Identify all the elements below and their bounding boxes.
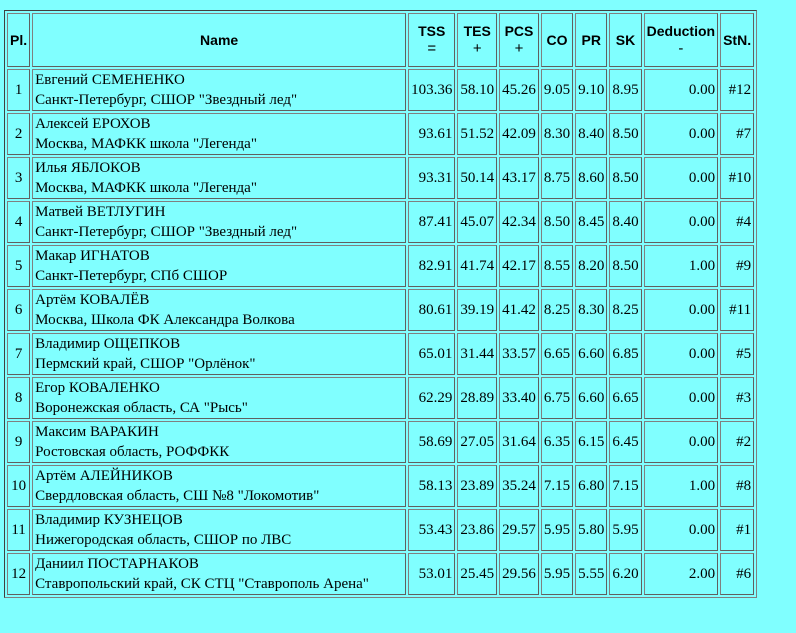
header-name: Name bbox=[32, 13, 406, 67]
table-row bbox=[7, 421, 754, 463]
pr-cell: 8.45 bbox=[575, 201, 607, 243]
sk-cell: 8.50 bbox=[609, 245, 641, 287]
sk-cell: 7.15 bbox=[609, 465, 641, 507]
table-row bbox=[7, 509, 754, 551]
place-cell: 11 bbox=[7, 509, 30, 551]
co-cell: 9.05 bbox=[541, 69, 573, 111]
sk-cell: 6.85 bbox=[609, 333, 641, 375]
sk-cell: 6.45 bbox=[609, 421, 641, 463]
place-cell: 10 bbox=[7, 465, 30, 507]
header-tss: TSS = bbox=[408, 13, 455, 67]
pcs-cell: 45.26 bbox=[499, 69, 539, 111]
place-cell: 6 bbox=[7, 289, 30, 331]
start-number-cell: #1 bbox=[720, 509, 754, 551]
athlete-cell bbox=[32, 465, 406, 507]
deduction-cell: 2.00 bbox=[644, 553, 718, 595]
pcs-cell: 33.40 bbox=[499, 377, 539, 419]
place-cell: 1 bbox=[7, 69, 30, 111]
co-cell: 7.15 bbox=[541, 465, 573, 507]
athlete-cell bbox=[32, 157, 406, 199]
tss-cell: 87.41 bbox=[408, 201, 455, 243]
header-co: CO bbox=[541, 13, 573, 67]
co-cell: 8.75 bbox=[541, 157, 573, 199]
deduction-cell: 0.00 bbox=[644, 333, 718, 375]
header-place: Pl. bbox=[7, 13, 30, 67]
table-row bbox=[7, 69, 754, 111]
sk-cell: 8.25 bbox=[609, 289, 641, 331]
pr-cell: 8.40 bbox=[575, 113, 607, 155]
co-cell: 6.35 bbox=[541, 421, 573, 463]
tss-cell: 58.13 bbox=[408, 465, 455, 507]
deduction-cell: 1.00 bbox=[644, 465, 718, 507]
header-start-number: StN. bbox=[720, 13, 754, 67]
pcs-cell: 43.17 bbox=[499, 157, 539, 199]
athlete-club: Свердловская область, СШ №8 "Локомотив" bbox=[35, 488, 320, 504]
tes-cell: 50.14 bbox=[457, 157, 497, 199]
pr-cell: 9.10 bbox=[575, 69, 607, 111]
place-cell: 7 bbox=[7, 333, 30, 375]
athlete-name: Максим ВАРАКИН bbox=[35, 424, 159, 440]
results-table-container bbox=[4, 10, 757, 598]
athlete-cell bbox=[32, 509, 406, 551]
tes-cell: 31.44 bbox=[457, 333, 497, 375]
place-cell: 9 bbox=[7, 421, 30, 463]
pcs-cell: 42.17 bbox=[499, 245, 539, 287]
tes-cell: 28.89 bbox=[457, 377, 497, 419]
pr-cell: 6.80 bbox=[575, 465, 607, 507]
place-cell: 2 bbox=[7, 113, 30, 155]
table-row bbox=[7, 553, 754, 595]
co-cell: 8.30 bbox=[541, 113, 573, 155]
tss-cell: 58.69 bbox=[408, 421, 455, 463]
sk-cell: 5.95 bbox=[609, 509, 641, 551]
sk-cell: 8.50 bbox=[609, 113, 641, 155]
pr-cell: 8.20 bbox=[575, 245, 607, 287]
athlete-cell bbox=[32, 201, 406, 243]
place-cell: 4 bbox=[7, 201, 30, 243]
tss-cell: 93.61 bbox=[408, 113, 455, 155]
tes-cell: 45.07 bbox=[457, 201, 497, 243]
start-number-cell: #9 bbox=[720, 245, 754, 287]
start-number-cell: #10 bbox=[720, 157, 754, 199]
pr-cell: 6.60 bbox=[575, 333, 607, 375]
tes-cell: 51.52 bbox=[457, 113, 497, 155]
tes-cell: 25.45 bbox=[457, 553, 497, 595]
tss-cell: 82.91 bbox=[408, 245, 455, 287]
sk-cell: 6.20 bbox=[609, 553, 641, 595]
header-deduction: Deduction - bbox=[644, 13, 718, 67]
start-number-cell: #8 bbox=[720, 465, 754, 507]
deduction-cell: 0.00 bbox=[644, 201, 718, 243]
athlete-name: Артём КОВАЛЁВ bbox=[35, 292, 150, 308]
pcs-cell: 31.64 bbox=[499, 421, 539, 463]
deduction-cell: 0.00 bbox=[644, 113, 718, 155]
start-number-cell: #6 bbox=[720, 553, 754, 595]
header-tes: TES + bbox=[457, 13, 497, 67]
pr-cell: 5.80 bbox=[575, 509, 607, 551]
co-cell: 6.75 bbox=[541, 377, 573, 419]
pcs-cell: 33.57 bbox=[499, 333, 539, 375]
sk-cell: 8.95 bbox=[609, 69, 641, 111]
co-cell: 8.55 bbox=[541, 245, 573, 287]
start-number-cell: #5 bbox=[720, 333, 754, 375]
athlete-name: Алексей ЕРОХОВ bbox=[35, 116, 151, 132]
table-row bbox=[7, 245, 754, 287]
place-cell: 5 bbox=[7, 245, 30, 287]
co-cell: 5.95 bbox=[541, 553, 573, 595]
athlete-club: Москва, МАФКК школа "Легенда" bbox=[35, 136, 257, 152]
co-cell: 5.95 bbox=[541, 509, 573, 551]
athlete-cell bbox=[32, 553, 406, 595]
co-cell: 8.25 bbox=[541, 289, 573, 331]
sk-cell: 8.40 bbox=[609, 201, 641, 243]
athlete-club: Воронежская область, СА "Рысь" bbox=[35, 400, 248, 416]
place-cell: 12 bbox=[7, 553, 30, 595]
athlete-club: Санкт-Петербург, СПб СШОР bbox=[35, 268, 228, 284]
pcs-cell: 42.34 bbox=[499, 201, 539, 243]
co-cell: 6.65 bbox=[541, 333, 573, 375]
co-cell: 8.50 bbox=[541, 201, 573, 243]
table-row bbox=[7, 289, 754, 331]
start-number-cell: #4 bbox=[720, 201, 754, 243]
header-sk: SK bbox=[609, 13, 641, 67]
athlete-name: Макар ИГНАТОВ bbox=[35, 248, 150, 264]
tss-cell: 103.36 bbox=[408, 69, 455, 111]
start-number-cell: #7 bbox=[720, 113, 754, 155]
deduction-cell: 0.00 bbox=[644, 377, 718, 419]
deduction-cell: 0.00 bbox=[644, 421, 718, 463]
table-row bbox=[7, 465, 754, 507]
tes-cell: 58.10 bbox=[457, 69, 497, 111]
athlete-name: Егор КОВАЛЕНКО bbox=[35, 380, 160, 396]
athlete-name: Евгений СЕМЕНЕНКО bbox=[35, 72, 185, 88]
tss-cell: 53.43 bbox=[408, 509, 455, 551]
tss-cell: 62.29 bbox=[408, 377, 455, 419]
athlete-name: Владимир ОЩЕПКОВ bbox=[35, 336, 181, 352]
athlete-cell bbox=[32, 245, 406, 287]
pr-cell: 8.30 bbox=[575, 289, 607, 331]
deduction-cell: 1.00 bbox=[644, 245, 718, 287]
athlete-cell bbox=[32, 421, 406, 463]
athlete-name: Артём АЛЕЙНИКОВ bbox=[35, 468, 173, 484]
sk-cell: 8.50 bbox=[609, 157, 641, 199]
tes-cell: 23.89 bbox=[457, 465, 497, 507]
athlete-cell bbox=[32, 333, 406, 375]
tss-cell: 53.01 bbox=[408, 553, 455, 595]
start-number-cell: #2 bbox=[720, 421, 754, 463]
deduction-cell: 0.00 bbox=[644, 157, 718, 199]
tes-cell: 41.74 bbox=[457, 245, 497, 287]
deduction-cell: 0.00 bbox=[644, 509, 718, 551]
tss-cell: 65.01 bbox=[408, 333, 455, 375]
place-cell: 3 bbox=[7, 157, 30, 199]
athlete-name: Владимир КУЗНЕЦОВ bbox=[35, 512, 183, 528]
sk-cell: 6.65 bbox=[609, 377, 641, 419]
pr-cell: 8.60 bbox=[575, 157, 607, 199]
pr-cell: 5.55 bbox=[575, 553, 607, 595]
tss-cell: 93.31 bbox=[408, 157, 455, 199]
table-row bbox=[7, 201, 754, 243]
start-number-cell: #11 bbox=[720, 289, 754, 331]
tes-cell: 27.05 bbox=[457, 421, 497, 463]
header-pr: PR bbox=[575, 13, 607, 67]
start-number-cell: #3 bbox=[720, 377, 754, 419]
pr-cell: 6.60 bbox=[575, 377, 607, 419]
pcs-cell: 42.09 bbox=[499, 113, 539, 155]
athlete-club: Ставропольский край, СК СТЦ "Ставрополь Арена" bbox=[35, 576, 369, 592]
deduction-cell: 0.00 bbox=[644, 289, 718, 331]
table-row bbox=[7, 157, 754, 199]
deduction-cell: 0.00 bbox=[644, 69, 718, 111]
athlete-club: Нижегородская область, СШОР по ЛВС bbox=[35, 532, 292, 548]
pcs-cell: 29.57 bbox=[499, 509, 539, 551]
athlete-cell bbox=[32, 377, 406, 419]
place-cell: 8 bbox=[7, 377, 30, 419]
athlete-cell bbox=[32, 113, 406, 155]
tes-cell: 23.86 bbox=[457, 509, 497, 551]
pr-cell: 6.15 bbox=[575, 421, 607, 463]
results-table bbox=[4, 10, 757, 598]
start-number-cell: #12 bbox=[720, 69, 754, 111]
athlete-club: Ростовская область, РОФФКК bbox=[35, 444, 230, 460]
athlete-name: Даниил ПОСТАРНАКОВ bbox=[35, 556, 199, 572]
athlete-cell bbox=[32, 289, 406, 331]
pcs-cell: 35.24 bbox=[499, 465, 539, 507]
athlete-cell bbox=[32, 69, 406, 111]
athlete-club: Москва, МАФКК школа "Легенда" bbox=[35, 180, 257, 196]
athlete-club: Санкт-Петербург, СШОР "Звездный лед" bbox=[35, 224, 298, 240]
header-row bbox=[7, 13, 754, 67]
athlete-club: Москва, Школа ФК Александра Волкова bbox=[35, 312, 295, 328]
header-pcs: PCS + bbox=[499, 13, 539, 67]
athlete-club: Пермский край, СШОР "Орлёнок" bbox=[35, 356, 256, 372]
athlete-name: Илья ЯБЛОКОВ bbox=[35, 160, 141, 176]
table-row bbox=[7, 333, 754, 375]
table-row bbox=[7, 377, 754, 419]
tes-cell: 39.19 bbox=[457, 289, 497, 331]
pcs-cell: 41.42 bbox=[499, 289, 539, 331]
tss-cell: 80.61 bbox=[408, 289, 455, 331]
table-row bbox=[7, 113, 754, 155]
athlete-club: Санкт-Петербург, СШОР "Звездный лед" bbox=[35, 92, 298, 108]
athlete-name: Матвей ВЕТЛУГИН bbox=[35, 204, 166, 220]
pcs-cell: 29.56 bbox=[499, 553, 539, 595]
